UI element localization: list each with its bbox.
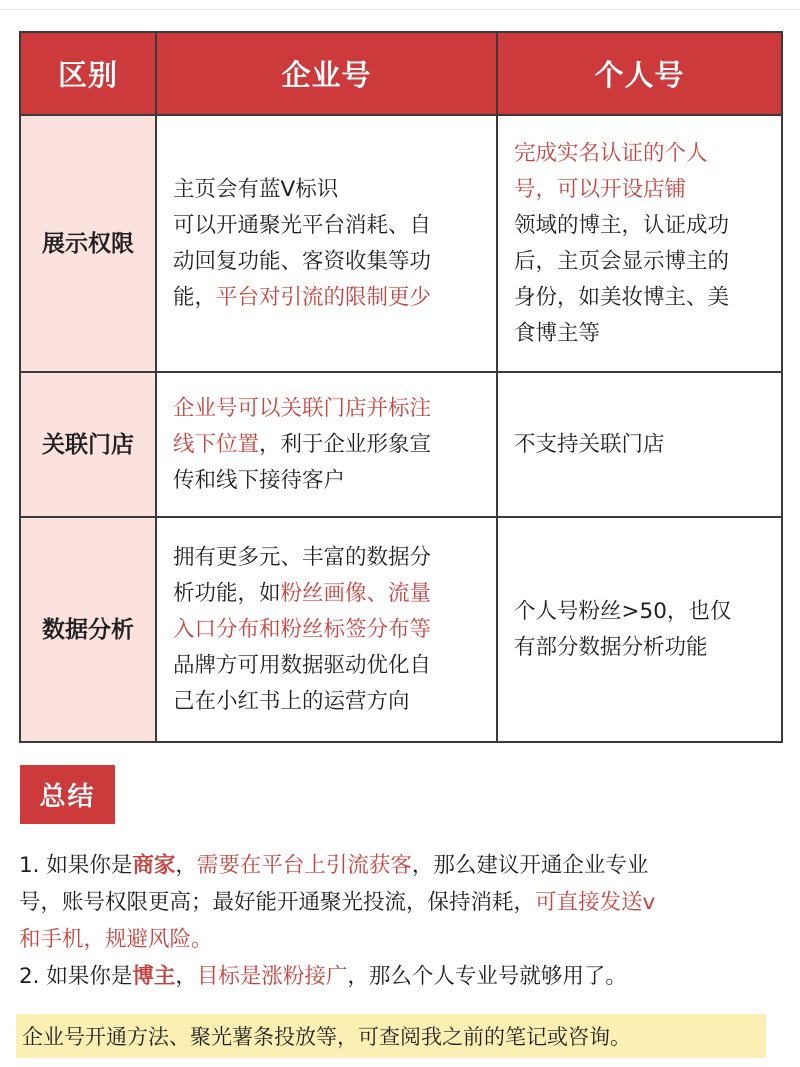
text: 身份，如美妆博主、美: [514, 284, 730, 310]
text: 动回复功能、客资收集等功: [173, 248, 432, 274]
cell-line: [173, 540, 480, 576]
cell-line: [514, 630, 765, 666]
cell-line: [514, 208, 765, 244]
summary-item-1-line-2: [19, 885, 789, 916]
cell-line: [173, 684, 480, 720]
row-label: 展示权限: [20, 115, 156, 372]
personal-cell: [497, 115, 782, 372]
cell-line: [514, 594, 765, 630]
highlight-text: 企业号可以关联门店并标注: [173, 395, 432, 421]
cell-line: [173, 244, 480, 280]
keyword-merchant: 商家: [132, 853, 176, 878]
personal-cell: [497, 372, 782, 517]
comparison-table: [19, 31, 783, 743]
header-difference: 区别: [20, 32, 156, 115]
highlight-text: 入口分布和粉丝标签分布等: [173, 616, 432, 642]
highlight-text: 需要在平台上引流获客: [196, 853, 412, 878]
table-row-linked-store: [20, 372, 782, 517]
text: 不支持关联门店: [514, 431, 665, 457]
personal-cell: [497, 517, 782, 742]
text: 领域的博主，认证成功: [514, 212, 730, 238]
enterprise-cell: [156, 517, 497, 742]
enterprise-cell: [156, 372, 497, 517]
cell-line: [514, 280, 765, 316]
top-divider: [0, 9, 800, 10]
highlight-text: 线下位置: [173, 431, 260, 457]
text: 己在小红书上的运营方向: [173, 688, 410, 714]
highlight-text: 粉丝画像、流量: [280, 580, 432, 606]
text: ，: [175, 964, 197, 989]
text: 品牌方可用数据驱动优化自: [173, 652, 432, 678]
keyword-blogger: 博主: [132, 964, 176, 989]
text: 1. 如果你是: [19, 853, 133, 878]
cell-line: [173, 612, 480, 648]
cell-line: [514, 427, 765, 463]
highlight-text: 目标是涨粉接广: [196, 964, 348, 989]
text: 号，账号权限更高；最好能开通聚光投流，保持消耗，: [19, 890, 536, 915]
summary-title: 总结: [20, 765, 115, 824]
cell-line: [514, 136, 765, 172]
header-enterprise: 企业号: [156, 32, 497, 115]
summary-item-1-line-1: [19, 848, 789, 879]
cell-line: [173, 391, 480, 427]
text: 主页会有蓝V标识: [173, 176, 339, 202]
header-personal: 个人号: [497, 32, 782, 115]
highlight-text: 和手机，规避风险。: [19, 927, 213, 952]
row-label: 关联门店: [20, 372, 156, 517]
text: ，: [175, 853, 197, 878]
highlight-text: 完成实名认证的个人: [514, 140, 708, 166]
text: 有部分数据分析功能: [514, 634, 708, 660]
cell-line: [173, 648, 480, 684]
text: 拥有更多元、丰富的数据分: [173, 544, 432, 570]
text: 2. 如果你是: [19, 964, 133, 989]
row-label: 数据分析: [20, 517, 156, 742]
cell-line: [173, 280, 480, 316]
highlight-text: 平台对引流的限制更少: [216, 284, 432, 310]
table-header-row: [20, 32, 782, 115]
cell-line: [514, 244, 765, 280]
highlight-text: 可直接发送v: [535, 890, 656, 915]
cell-line: [173, 463, 480, 499]
text: ，利于企业形象宣: [259, 431, 432, 457]
text: 传和线下接待客户: [173, 467, 346, 493]
table-row-display-permission: [20, 115, 782, 372]
cell-line: [173, 427, 480, 463]
summary-item-2: [19, 959, 789, 990]
text: 个人号粉丝>50，也仅: [514, 598, 732, 624]
text: ，那么个人专业号就够用了。: [347, 964, 627, 989]
text: 食博主等: [514, 320, 601, 346]
cell-line: [173, 208, 480, 244]
highlight-text: 号，可以开设店铺: [514, 176, 687, 202]
text: 能，: [173, 284, 217, 310]
text: 可以开通聚光平台消耗、自: [173, 212, 432, 238]
enterprise-cell: [156, 115, 497, 372]
cell-line: [514, 172, 765, 208]
text: ，那么建议开通企业专业: [411, 853, 649, 878]
text: 后，主页会显示博主的: [514, 248, 730, 274]
table-row-data-analysis: [20, 517, 782, 742]
cell-line: [173, 576, 480, 612]
text: 析功能，如: [173, 580, 281, 606]
cell-line: [514, 316, 765, 352]
summary-item-1-line-3: [19, 922, 789, 953]
cell-line: [173, 172, 480, 208]
footer-note: 企业号开通方法、聚光薯条投放等，可查阅我之前的笔记或咨询。: [16, 1014, 766, 1058]
